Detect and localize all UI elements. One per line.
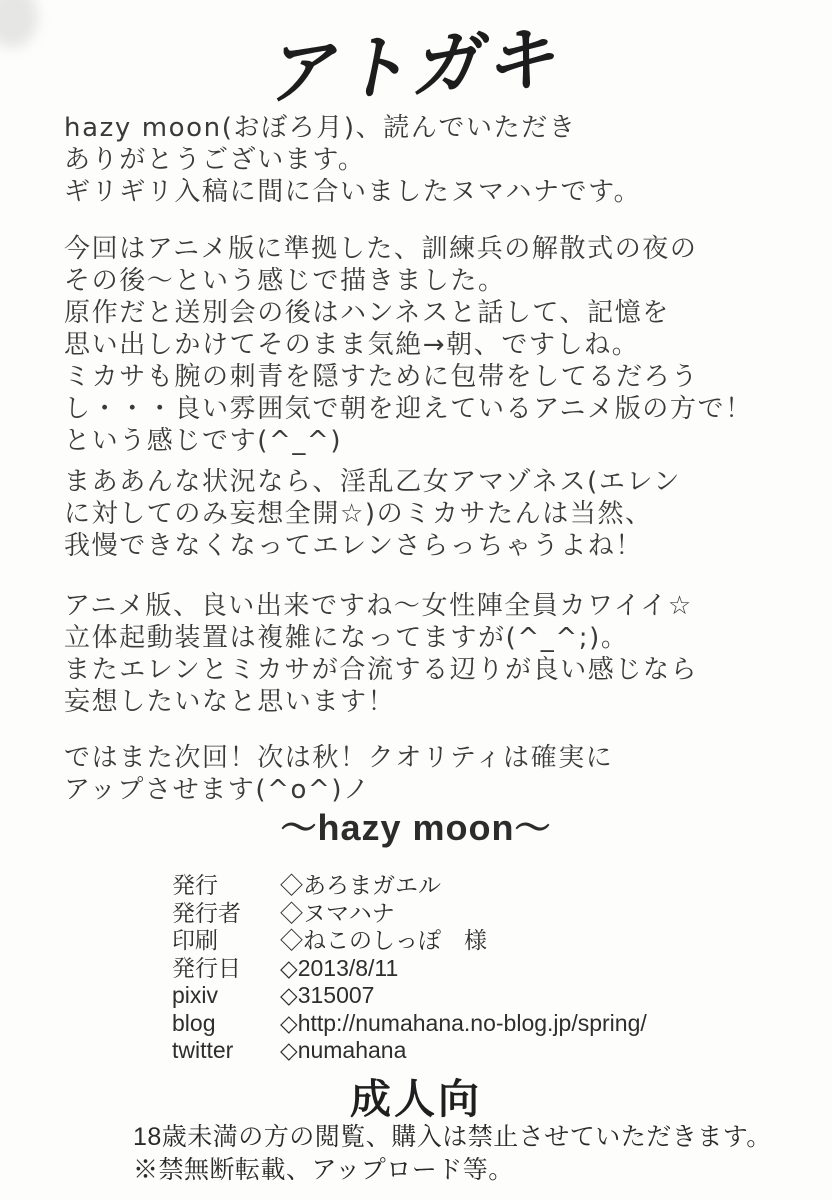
text-line: 立体起動装置は複雑になってますが(^_^;)。	[64, 623, 629, 653]
colophon-value: ◇numahana	[280, 1037, 407, 1063]
text-line: まああんな状況なら、淫乱乙女アマゾネス(エレン	[64, 467, 681, 497]
colophon-row	[172, 900, 647, 928]
text-line: ギリギリ入稿に間に合いましたヌマハナです。	[64, 177, 642, 207]
colophon	[172, 872, 647, 1065]
circle-signature: 〜hazy moon〜	[280, 807, 552, 848]
colophon-row	[172, 982, 647, 1010]
colophon-label: 発行者	[172, 899, 241, 926]
text-line: またエレンとミカサが合流する辺りが良い感じなら	[64, 655, 699, 685]
afterword-title: アトガキ	[262, 16, 572, 116]
colophon-label: 印刷	[172, 927, 218, 953]
title-area	[0, 10, 832, 116]
text-line: その後〜という感じで描きました。	[64, 266, 506, 296]
age-restriction-line: 18歳未満の方の閲覧、購入は禁止させていただきます。	[133, 1123, 772, 1151]
afterword-paragraph-anime-praise	[64, 590, 812, 718]
afterword-paragraph-greeting	[64, 112, 812, 208]
text-line: アニメ版、良い出来ですね〜女性陣全員カワイイ☆	[64, 591, 693, 621]
text-line: アップさせます(^o^)ノ	[64, 775, 371, 805]
adult-notice-heading: 成人向	[350, 1076, 482, 1122]
no-reupload-line: ※禁無断転載、アップロード等。	[133, 1156, 514, 1184]
colophon-value: ◇ねこのしっぽ 様	[280, 927, 487, 953]
colophon-row	[172, 1037, 647, 1065]
colophon-value: ◇あろまガエル	[280, 872, 441, 898]
colophon-row	[172, 927, 647, 955]
colophon-label: 発行日	[172, 954, 241, 981]
colophon-row	[172, 1010, 647, 1038]
text-line: ミカサも腕の刺青を隠すために包帯をしてるだろう	[64, 362, 699, 392]
colophon-label: 発行	[172, 872, 218, 898]
text-line: 今回はアニメ版に準拠した、訓練兵の解散式の夜の	[64, 234, 698, 264]
colophon-label: pixiv	[172, 982, 219, 1008]
colophon-value: ◇ヌマハナ	[280, 899, 395, 926]
colophon-label: blog	[172, 1009, 216, 1036]
text-line: し・・・良い雰囲気で朝を迎えているアニメ版の方で！	[64, 394, 753, 424]
colophon-row	[172, 955, 647, 983]
colophon-value: ◇315007	[280, 982, 375, 1008]
text-line: 我慢できなくなってエレンさらっちゃうよね！	[64, 531, 643, 561]
afterword-paragraph-story-notes	[64, 233, 812, 457]
colophon-label: twitter	[172, 1037, 234, 1063]
text-line: 妄想したいなと思います！	[64, 687, 396, 717]
colophon-value-blog-url: ◇http://numahana.no-blog.jp/spring/	[280, 1009, 647, 1036]
text-line: 思い出しかけてそのまま気絶→朝、ですしね。	[64, 330, 640, 360]
notice-lines	[133, 1121, 772, 1187]
text-line: ではまた次回！次は秋！クオリティは確実に	[64, 743, 614, 773]
text-line: hazy moon(おぼろ月)、読んでいただき	[64, 113, 577, 143]
text-line: ありがとうございます。	[64, 145, 366, 175]
afterword-paragraph-mikasa	[64, 466, 812, 562]
afterword-paragraph-farewell	[64, 742, 812, 806]
colophon-value: ◇2013/8/11	[280, 954, 399, 981]
text-line: という感じです(^_^)	[64, 426, 343, 456]
text-line: 原作だと送別会の後はハンネスと話して、記憶を	[64, 298, 670, 328]
colophon-row	[172, 872, 647, 900]
text-line: に対してのみ妄想全開☆)のミカサたんは当然、	[64, 499, 653, 529]
